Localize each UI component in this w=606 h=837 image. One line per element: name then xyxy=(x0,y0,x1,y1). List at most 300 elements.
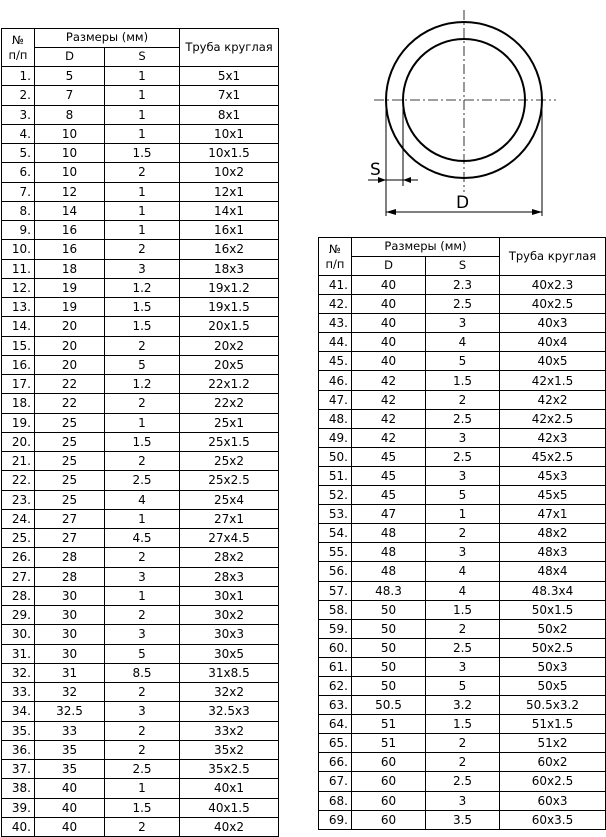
table-1-body xyxy=(2,67,279,837)
table-row xyxy=(319,390,606,409)
table-row xyxy=(2,606,279,625)
table-row xyxy=(319,543,606,562)
cell-pipe-size: 27x4.5 xyxy=(180,529,279,548)
header-d: D xyxy=(35,48,105,67)
row-number: 46. xyxy=(319,371,352,390)
cell-pipe-size: 25x1 xyxy=(180,413,279,432)
cell-thickness: 2 xyxy=(105,721,180,740)
cell-thickness: 3 xyxy=(426,657,500,676)
cell-pipe-size: 10x1 xyxy=(180,124,279,143)
cell-pipe-size: 33x2 xyxy=(180,721,279,740)
table-row xyxy=(2,702,279,721)
cell-pipe-size: 40x2.3 xyxy=(500,276,606,295)
cell-diameter: 19 xyxy=(35,278,105,297)
cell-diameter: 10 xyxy=(35,163,105,182)
table-row xyxy=(2,644,279,663)
cell-pipe-size: 22x1.2 xyxy=(180,375,279,394)
cell-diameter: 33 xyxy=(35,721,105,740)
cell-diameter: 50 xyxy=(352,600,426,619)
cell-thickness: 3 xyxy=(426,466,500,485)
table-row xyxy=(319,810,606,829)
table-row xyxy=(2,490,279,509)
cell-pipe-size: 16x2 xyxy=(180,240,279,259)
row-number: 22. xyxy=(2,471,35,490)
cell-thickness: 1 xyxy=(105,779,180,798)
cell-pipe-size: 19x1.2 xyxy=(180,278,279,297)
header-number xyxy=(2,29,35,67)
table-row xyxy=(319,333,606,352)
cell-pipe-size: 42x2.5 xyxy=(500,409,606,428)
header-sizes: Размеры (мм) xyxy=(35,29,180,48)
cell-pipe-size: 28x2 xyxy=(180,548,279,567)
cell-thickness: 1 xyxy=(105,67,180,86)
row-number: 7. xyxy=(2,182,35,201)
cell-pipe-size: 50x1.5 xyxy=(500,600,606,619)
cell-diameter: 18 xyxy=(35,259,105,278)
row-number: 11. xyxy=(2,259,35,278)
cell-thickness: 2.5 xyxy=(105,760,180,779)
table-row xyxy=(2,259,279,278)
cell-pipe-size: 51x1.5 xyxy=(500,715,606,734)
cell-diameter: 42 xyxy=(352,409,426,428)
table-row xyxy=(319,734,606,753)
cell-pipe-size: 40x3 xyxy=(500,314,606,333)
row-number: 19. xyxy=(2,413,35,432)
cell-thickness: 1 xyxy=(105,586,180,605)
cell-thickness: 3 xyxy=(105,702,180,721)
cell-thickness: 3.2 xyxy=(426,696,500,715)
table-row xyxy=(2,163,279,182)
cell-thickness: 2 xyxy=(105,452,180,471)
cell-thickness: 8.5 xyxy=(105,663,180,682)
cell-diameter: 35 xyxy=(35,760,105,779)
cell-pipe-size: 8x1 xyxy=(180,105,279,124)
row-number: 24. xyxy=(2,509,35,528)
row-number: 12. xyxy=(2,278,35,297)
row-number: 18. xyxy=(2,394,35,413)
cell-thickness: 3 xyxy=(105,567,180,586)
table-row xyxy=(319,486,606,505)
row-number: 36. xyxy=(2,740,35,759)
row-number: 47. xyxy=(319,390,352,409)
cell-pipe-size: 20x2 xyxy=(180,336,279,355)
cell-pipe-size: 40x4 xyxy=(500,333,606,352)
cell-diameter: 20 xyxy=(35,317,105,336)
header-number-sub: п/п xyxy=(8,47,28,62)
row-number: 62. xyxy=(319,676,352,695)
row-number: 61. xyxy=(319,657,352,676)
row-number: 54. xyxy=(319,524,352,543)
table-row xyxy=(2,567,279,586)
cell-diameter: 48 xyxy=(352,524,426,543)
cell-diameter: 42 xyxy=(352,428,426,447)
cell-thickness: 1 xyxy=(426,505,500,524)
cell-thickness: 1 xyxy=(105,413,180,432)
table-row xyxy=(319,696,606,715)
cell-thickness: 2 xyxy=(105,817,180,836)
cell-diameter: 45 xyxy=(352,466,426,485)
table-row xyxy=(319,352,606,371)
cell-pipe-size: 40x2 xyxy=(180,817,279,836)
header-pipe: Труба круглая xyxy=(180,29,279,67)
cell-pipe-size: 48x3 xyxy=(500,543,606,562)
table-row xyxy=(319,581,606,600)
cell-pipe-size: 32x2 xyxy=(180,683,279,702)
row-number: 52. xyxy=(319,486,352,505)
s-arrow-right xyxy=(403,177,411,183)
row-number: 67. xyxy=(319,772,352,791)
cell-diameter: 40 xyxy=(35,798,105,817)
cell-pipe-size: 19x1.5 xyxy=(180,298,279,317)
row-number: 26. xyxy=(2,548,35,567)
cell-diameter: 31 xyxy=(35,663,105,682)
cell-thickness: 1 xyxy=(105,182,180,201)
cell-pipe-size: 10x2 xyxy=(180,163,279,182)
header-pipe: Труба круглая xyxy=(500,238,606,276)
cell-thickness: 1.5 xyxy=(105,144,180,163)
cell-diameter: 45 xyxy=(352,486,426,505)
cell-thickness: 5 xyxy=(426,486,500,505)
cell-thickness: 2 xyxy=(426,524,500,543)
row-number: 21. xyxy=(2,452,35,471)
cell-diameter: 42 xyxy=(352,371,426,390)
table-row xyxy=(2,336,279,355)
row-number: 13. xyxy=(2,298,35,317)
table-row xyxy=(319,505,606,524)
cell-thickness: 1.5 xyxy=(426,371,500,390)
cell-diameter: 28 xyxy=(35,548,105,567)
row-number: 59. xyxy=(319,619,352,638)
table-row xyxy=(2,413,279,432)
table-row xyxy=(2,375,279,394)
cell-thickness: 1.5 xyxy=(105,298,180,317)
row-number: 64. xyxy=(319,715,352,734)
cell-diameter: 35 xyxy=(35,740,105,759)
cell-diameter: 40 xyxy=(352,295,426,314)
row-number: 15. xyxy=(2,336,35,355)
cell-thickness: 1.2 xyxy=(105,278,180,297)
cell-thickness: 3 xyxy=(426,428,500,447)
table-row xyxy=(2,760,279,779)
cell-diameter: 48 xyxy=(352,543,426,562)
row-number: 8. xyxy=(2,201,35,220)
cell-pipe-size: 30x1 xyxy=(180,586,279,605)
cell-thickness: 2 xyxy=(105,740,180,759)
cell-diameter: 51 xyxy=(352,715,426,734)
cell-diameter: 30 xyxy=(35,586,105,605)
cell-diameter: 50 xyxy=(352,619,426,638)
row-number: 20. xyxy=(2,432,35,451)
row-number: 42. xyxy=(319,295,352,314)
d-arrow-left xyxy=(386,209,396,215)
table-row xyxy=(319,295,606,314)
cell-diameter: 50.5 xyxy=(352,696,426,715)
cell-thickness: 1 xyxy=(105,105,180,124)
row-number: 17. xyxy=(2,375,35,394)
row-number: 68. xyxy=(319,791,352,810)
row-number: 16. xyxy=(2,355,35,374)
cell-diameter: 47 xyxy=(352,505,426,524)
cell-pipe-size: 30x3 xyxy=(180,625,279,644)
cell-pipe-size: 60x3 xyxy=(500,791,606,810)
cell-thickness: 2 xyxy=(105,394,180,413)
header-sizes: Размеры (мм) xyxy=(352,238,500,257)
table-row xyxy=(319,772,606,791)
table-row xyxy=(2,586,279,605)
cell-thickness: 5 xyxy=(105,644,180,663)
row-number: 69. xyxy=(319,810,352,829)
cell-thickness: 4 xyxy=(426,562,500,581)
table-row xyxy=(319,447,606,466)
cell-thickness: 1.2 xyxy=(105,375,180,394)
cell-pipe-size: 50x2 xyxy=(500,619,606,638)
cell-thickness: 1.5 xyxy=(426,715,500,734)
cell-pipe-size: 40x1.5 xyxy=(180,798,279,817)
cell-pipe-size: 60x3.5 xyxy=(500,810,606,829)
cell-thickness: 2.5 xyxy=(426,447,500,466)
cell-pipe-size: 40x2.5 xyxy=(500,295,606,314)
cell-pipe-size: 20x1.5 xyxy=(180,317,279,336)
cell-diameter: 30 xyxy=(35,606,105,625)
table-row xyxy=(2,452,279,471)
cell-thickness: 2.5 xyxy=(426,638,500,657)
cell-pipe-size: 35x2.5 xyxy=(180,760,279,779)
pipe-cross-section-diagram xyxy=(360,2,606,228)
cell-diameter: 45 xyxy=(352,447,426,466)
cell-thickness: 3 xyxy=(426,543,500,562)
row-number: 6. xyxy=(2,163,35,182)
header-s: S xyxy=(105,48,180,67)
row-number: 27. xyxy=(2,567,35,586)
row-number: 5. xyxy=(2,144,35,163)
cell-pipe-size: 20x5 xyxy=(180,355,279,374)
cell-thickness: 3 xyxy=(426,314,500,333)
cell-diameter: 48 xyxy=(352,562,426,581)
table-row xyxy=(2,740,279,759)
cell-thickness: 4 xyxy=(105,490,180,509)
cell-thickness: 1 xyxy=(105,124,180,143)
row-number: 30. xyxy=(2,625,35,644)
cell-diameter: 30 xyxy=(35,625,105,644)
row-number: 43. xyxy=(319,314,352,333)
cell-diameter: 51 xyxy=(352,734,426,753)
cell-thickness: 2.5 xyxy=(426,772,500,791)
cell-diameter: 25 xyxy=(35,413,105,432)
table-row xyxy=(2,144,279,163)
cell-pipe-size: 31x8.5 xyxy=(180,663,279,682)
table-row xyxy=(2,509,279,528)
cell-diameter: 16 xyxy=(35,240,105,259)
table-row xyxy=(2,721,279,740)
cell-thickness: 1 xyxy=(105,509,180,528)
cell-pipe-size: 30x2 xyxy=(180,606,279,625)
cell-pipe-size: 25x2 xyxy=(180,452,279,471)
header-d: D xyxy=(352,257,426,276)
cell-diameter: 19 xyxy=(35,298,105,317)
cell-thickness: 1.5 xyxy=(105,432,180,451)
table-row xyxy=(319,619,606,638)
table-row xyxy=(2,355,279,374)
cell-pipe-size: 18x3 xyxy=(180,259,279,278)
cell-thickness: 2 xyxy=(426,753,500,772)
row-number: 32. xyxy=(2,663,35,682)
table-row xyxy=(2,67,279,86)
table-row xyxy=(2,471,279,490)
cell-diameter: 20 xyxy=(35,336,105,355)
cell-pipe-size: 50x2.5 xyxy=(500,638,606,657)
cell-thickness: 3 xyxy=(105,625,180,644)
cell-pipe-size: 51x2 xyxy=(500,734,606,753)
row-number: 48. xyxy=(319,409,352,428)
cell-thickness: 1 xyxy=(105,221,180,240)
table-row xyxy=(319,791,606,810)
table-row xyxy=(319,276,606,295)
row-number: 49. xyxy=(319,428,352,447)
cell-pipe-size: 48.3x4 xyxy=(500,581,606,600)
cell-pipe-size: 27x1 xyxy=(180,509,279,528)
row-number: 40. xyxy=(2,817,35,836)
cell-thickness: 1.5 xyxy=(105,798,180,817)
cell-pipe-size: 48x4 xyxy=(500,562,606,581)
row-number: 50. xyxy=(319,447,352,466)
cell-diameter: 32.5 xyxy=(35,702,105,721)
cell-diameter: 60 xyxy=(352,791,426,810)
table-row xyxy=(2,798,279,817)
cell-pipe-size: 47x1 xyxy=(500,505,606,524)
table-row xyxy=(2,240,279,259)
row-number: 63. xyxy=(319,696,352,715)
table-row xyxy=(2,105,279,124)
row-number: 60. xyxy=(319,638,352,657)
row-number: 65. xyxy=(319,734,352,753)
cell-thickness: 5 xyxy=(426,352,500,371)
cell-diameter: 30 xyxy=(35,644,105,663)
row-number: 41. xyxy=(319,276,352,295)
cell-pipe-size: 40x5 xyxy=(500,352,606,371)
table-row xyxy=(2,298,279,317)
table-row xyxy=(2,86,279,105)
cell-thickness: 2 xyxy=(105,163,180,182)
cell-thickness: 2.3 xyxy=(426,276,500,295)
cell-diameter: 50 xyxy=(352,676,426,695)
row-number: 1. xyxy=(2,67,35,86)
cell-diameter: 25 xyxy=(35,432,105,451)
table-row xyxy=(319,657,606,676)
cell-thickness: 2 xyxy=(105,606,180,625)
cell-pipe-size: 42x3 xyxy=(500,428,606,447)
cell-pipe-size: 12x1 xyxy=(180,182,279,201)
pipe-table-2 xyxy=(318,237,606,830)
table-row xyxy=(2,779,279,798)
cell-diameter: 40 xyxy=(352,314,426,333)
table-row xyxy=(2,817,279,836)
table-row xyxy=(319,562,606,581)
cell-thickness: 2.5 xyxy=(426,295,500,314)
row-number: 25. xyxy=(2,529,35,548)
cell-thickness: 4 xyxy=(426,333,500,352)
table-row xyxy=(2,663,279,682)
cell-diameter: 5 xyxy=(35,67,105,86)
cell-thickness: 3.5 xyxy=(426,810,500,829)
cell-diameter: 48.3 xyxy=(352,581,426,600)
cell-pipe-size: 42x2 xyxy=(500,390,606,409)
row-number: 56. xyxy=(319,562,352,581)
cell-thickness: 2 xyxy=(105,240,180,259)
cell-diameter: 40 xyxy=(352,276,426,295)
cell-diameter: 25 xyxy=(35,471,105,490)
cell-pipe-size: 48x2 xyxy=(500,524,606,543)
row-number: 51. xyxy=(319,466,352,485)
cell-thickness: 3 xyxy=(105,259,180,278)
header-number-sub: п/п xyxy=(325,256,345,271)
table-row xyxy=(2,278,279,297)
cell-diameter: 8 xyxy=(35,105,105,124)
cell-diameter: 20 xyxy=(35,355,105,374)
row-number: 33. xyxy=(2,683,35,702)
label-s: S xyxy=(370,160,381,180)
table-row xyxy=(2,625,279,644)
cell-thickness: 1.5 xyxy=(426,600,500,619)
cell-pipe-size: 40x1 xyxy=(180,779,279,798)
cell-diameter: 27 xyxy=(35,509,105,528)
cell-pipe-size: 50x5 xyxy=(500,676,606,695)
table-row xyxy=(319,524,606,543)
cell-thickness: 5 xyxy=(426,676,500,695)
table-row xyxy=(2,529,279,548)
cell-pipe-size: 60x2 xyxy=(500,753,606,772)
cell-pipe-size: 22x2 xyxy=(180,394,279,413)
cell-pipe-size: 60x2.5 xyxy=(500,772,606,791)
table-row xyxy=(2,683,279,702)
table-row xyxy=(319,600,606,619)
row-number: 53. xyxy=(319,505,352,524)
table-row xyxy=(2,124,279,143)
row-number: 31. xyxy=(2,644,35,663)
d-arrow-right xyxy=(532,209,542,215)
cell-thickness: 3 xyxy=(426,791,500,810)
cell-diameter: 60 xyxy=(352,772,426,791)
cell-pipe-size: 42x1.5 xyxy=(500,371,606,390)
cell-pipe-size: 50.5x3.2 xyxy=(500,696,606,715)
cell-pipe-size: 50x3 xyxy=(500,657,606,676)
cell-pipe-size: 16x1 xyxy=(180,221,279,240)
cell-diameter: 40 xyxy=(352,352,426,371)
cell-diameter: 16 xyxy=(35,221,105,240)
cell-diameter: 42 xyxy=(352,390,426,409)
cell-thickness: 2 xyxy=(105,683,180,702)
table-row xyxy=(2,221,279,240)
row-number: 28. xyxy=(2,586,35,605)
cell-diameter: 14 xyxy=(35,201,105,220)
table-2-body xyxy=(319,276,606,830)
table-row xyxy=(2,317,279,336)
cell-pipe-size: 10x1.5 xyxy=(180,144,279,163)
row-number: 39. xyxy=(2,798,35,817)
cell-pipe-size: 25x2.5 xyxy=(180,471,279,490)
row-number: 29. xyxy=(2,606,35,625)
cell-thickness: 2 xyxy=(426,390,500,409)
row-number: 4. xyxy=(2,124,35,143)
cell-thickness: 2 xyxy=(105,548,180,567)
cell-diameter: 25 xyxy=(35,490,105,509)
table-row xyxy=(319,466,606,485)
cell-pipe-size: 30x5 xyxy=(180,644,279,663)
cell-thickness: 1 xyxy=(105,86,180,105)
cell-diameter: 25 xyxy=(35,452,105,471)
cell-thickness: 2.5 xyxy=(105,471,180,490)
row-number: 57. xyxy=(319,581,352,600)
table-row xyxy=(2,548,279,567)
